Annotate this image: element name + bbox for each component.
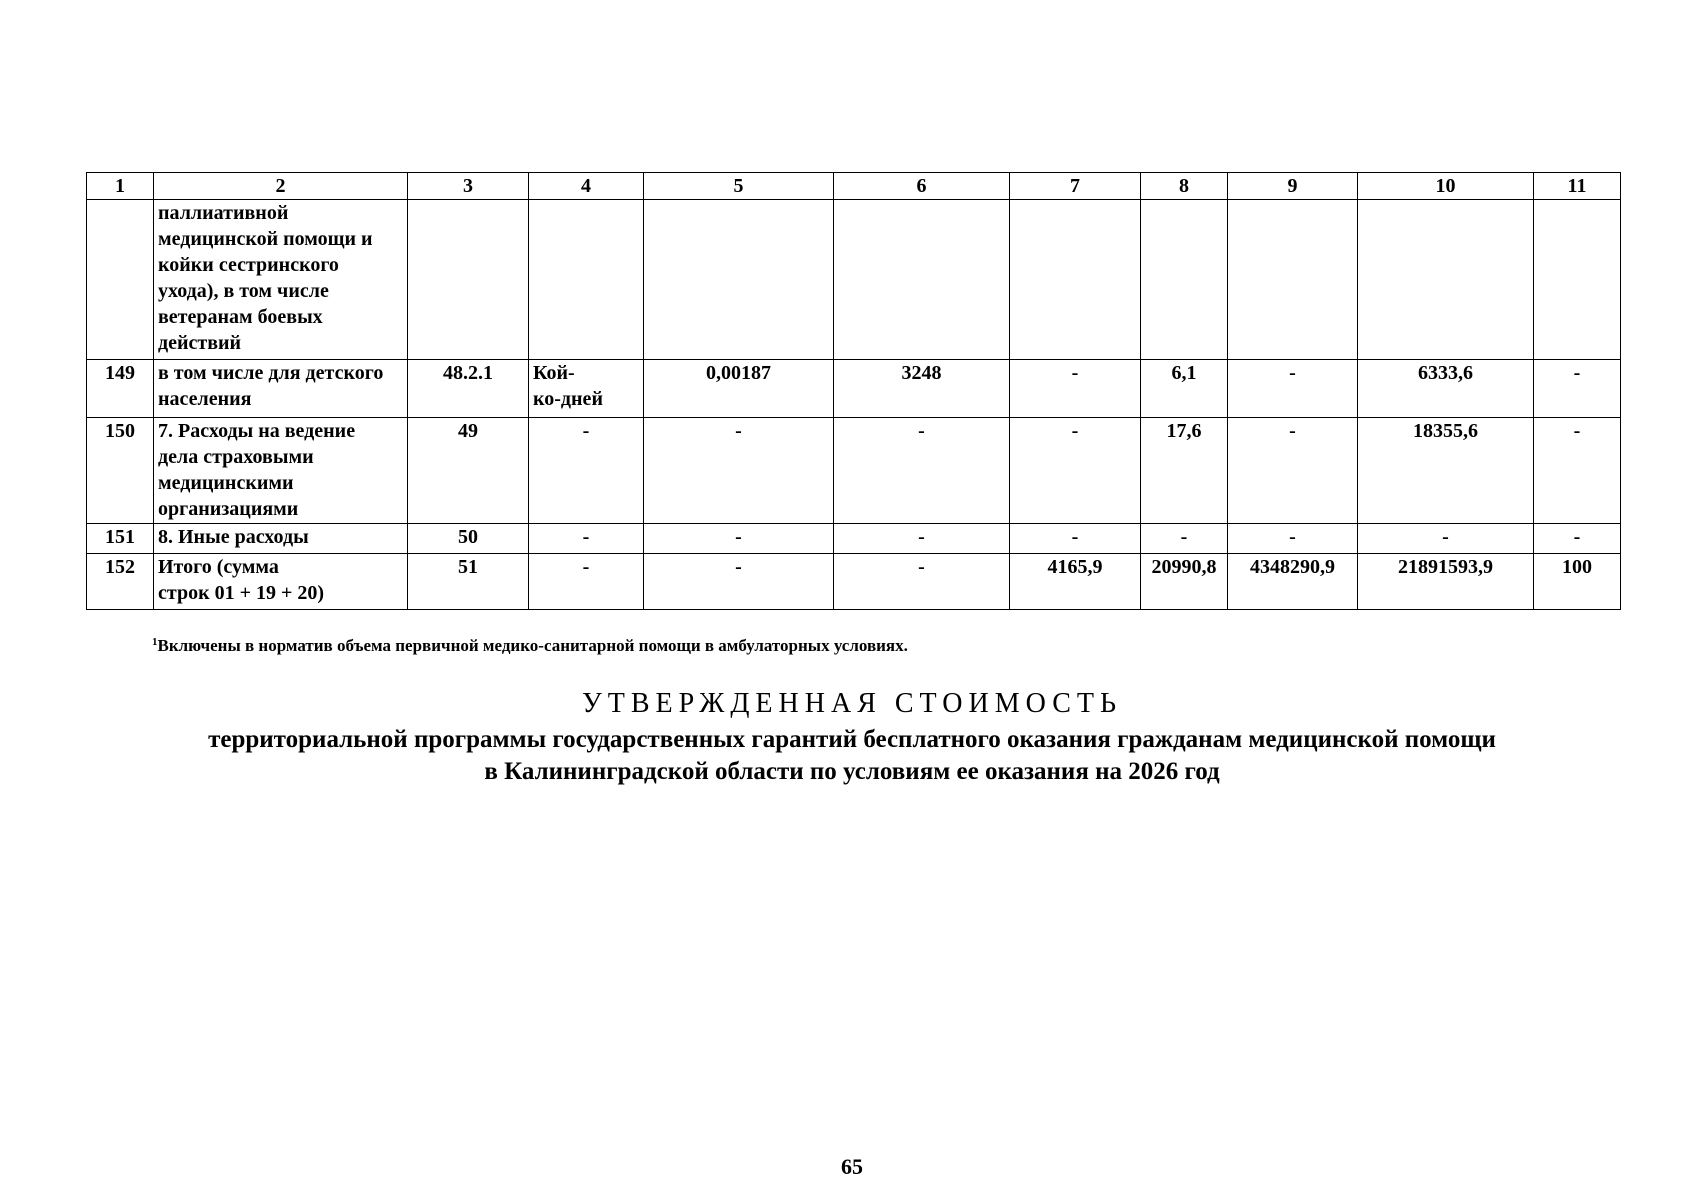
cell-value: -	[834, 524, 1010, 554]
document-subtitle-line-1: территориальной программы государственных гарантий бесплатного оказания гражданам медицинской помощи	[208, 726, 1496, 753]
cell-text-line: населения	[158, 388, 252, 410]
row-name	[154, 524, 408, 554]
cell-value: -	[1010, 418, 1141, 524]
row-number: 151	[87, 524, 154, 554]
table-row	[87, 524, 1621, 554]
cell-value: 100	[1534, 554, 1621, 610]
cell-text-line: ухода), в том числе	[158, 280, 329, 302]
column-header: 3	[408, 173, 529, 200]
cost-table	[86, 172, 1621, 610]
cell-value: -	[1010, 360, 1141, 418]
cell-value: 18355,6	[1358, 418, 1534, 524]
cell-value: -	[834, 418, 1010, 524]
column-header: 10	[1358, 173, 1534, 200]
column-header: 5	[644, 173, 834, 200]
cell-text-line: действий	[158, 332, 242, 354]
cell-value: 6,1	[1141, 360, 1228, 418]
cell-text-line: койки сестринского	[158, 254, 339, 276]
cell-unit	[529, 360, 644, 418]
cell-value	[834, 200, 1010, 360]
cell-text-line: строк 01 + 19 + 20)	[158, 582, 325, 604]
table-row	[87, 200, 1621, 360]
row-number: 150	[87, 418, 154, 524]
table-row	[87, 418, 1621, 524]
cell-value: -	[1010, 524, 1141, 554]
cell-unit: -	[529, 524, 644, 554]
row-name	[154, 554, 408, 610]
cell-text-line: паллиативной	[158, 202, 289, 224]
table-row	[87, 360, 1621, 418]
column-number-row	[87, 173, 1621, 200]
cell-unit: -	[529, 554, 644, 610]
cell-value: -	[1228, 418, 1358, 524]
row-number	[87, 200, 154, 360]
cell-value: -	[1534, 360, 1621, 418]
cell-value: 4348290,9	[1228, 554, 1358, 610]
column-header: 1	[87, 173, 154, 200]
footnote-text: Включены в норматив объема первичной медико-санитарной помощи в амбулаторных условиях.	[157, 636, 908, 655]
cell-text-line: 7. Расходы на ведение	[158, 420, 356, 442]
column-header: 2	[154, 173, 408, 200]
cell-text-line: в том числе для детского	[158, 362, 384, 384]
cell-value	[1010, 200, 1141, 360]
cell-value	[1534, 200, 1621, 360]
cell-line-number: 49	[408, 418, 529, 524]
cell-line-number: 48.2.1	[408, 360, 529, 418]
table-row	[87, 554, 1621, 610]
cell-value	[1358, 200, 1534, 360]
cell-value: -	[1534, 524, 1621, 554]
cell-text-line: ко-дней	[533, 388, 603, 410]
cell-line-number: 50	[408, 524, 529, 554]
cell-text-line: ветеранам боевых	[158, 306, 323, 328]
cell-text-line: 8. Иные расходы	[158, 526, 309, 548]
cell-text-line: Итого (сумма	[158, 556, 279, 578]
cell-text-line: организациями	[158, 498, 299, 520]
column-header: 9	[1228, 173, 1358, 200]
cell-value	[644, 200, 834, 360]
cell-line-number: 51	[408, 554, 529, 610]
row-name	[154, 418, 408, 524]
column-header: 6	[834, 173, 1010, 200]
cell-value: 4165,9	[1010, 554, 1141, 610]
cell-text-line: медицинскими	[158, 472, 294, 494]
page-number: 65	[841, 1154, 863, 1179]
cell-value: -	[644, 524, 834, 554]
footnote-marker: 1	[152, 636, 158, 648]
cell-text-line: медицинской помощи и	[158, 228, 373, 250]
column-header: 4	[529, 173, 644, 200]
cell-value: 20990,8	[1141, 554, 1228, 610]
cell-value	[1141, 200, 1228, 360]
cell-line-number	[408, 200, 529, 360]
row-number: 152	[87, 554, 154, 610]
row-number: 149	[87, 360, 154, 418]
cell-value: -	[1228, 360, 1358, 418]
cell-text-line: дела страховыми	[158, 446, 314, 468]
cell-value: -	[644, 554, 834, 610]
cell-value: -	[1534, 418, 1621, 524]
cell-value: -	[1358, 524, 1534, 554]
cell-value: 3248	[834, 360, 1010, 418]
cell-value: -	[1228, 524, 1358, 554]
cell-value: -	[834, 554, 1010, 610]
cell-value: 21891593,9	[1358, 554, 1534, 610]
row-name	[154, 200, 408, 360]
cell-value: -	[1141, 524, 1228, 554]
column-header: 11	[1534, 173, 1621, 200]
cell-unit: -	[529, 418, 644, 524]
cell-value: -	[644, 418, 834, 524]
column-header: 7	[1010, 173, 1141, 200]
row-name	[154, 360, 408, 418]
cell-text-line: Кой-	[533, 362, 575, 384]
cell-value	[1228, 200, 1358, 360]
cell-unit	[529, 200, 644, 360]
document-title: УТВЕРЖДЕННАЯ СТОИМОСТЬ	[581, 688, 1123, 719]
cell-value: 17,6	[1141, 418, 1228, 524]
footnote	[152, 636, 908, 656]
cell-value: 0,00187	[644, 360, 834, 418]
column-header: 8	[1141, 173, 1228, 200]
cell-value: 6333,6	[1358, 360, 1534, 418]
document-subtitle-line-2: в Калининградской области по условиям ее оказания на 2026 год	[484, 758, 1220, 785]
